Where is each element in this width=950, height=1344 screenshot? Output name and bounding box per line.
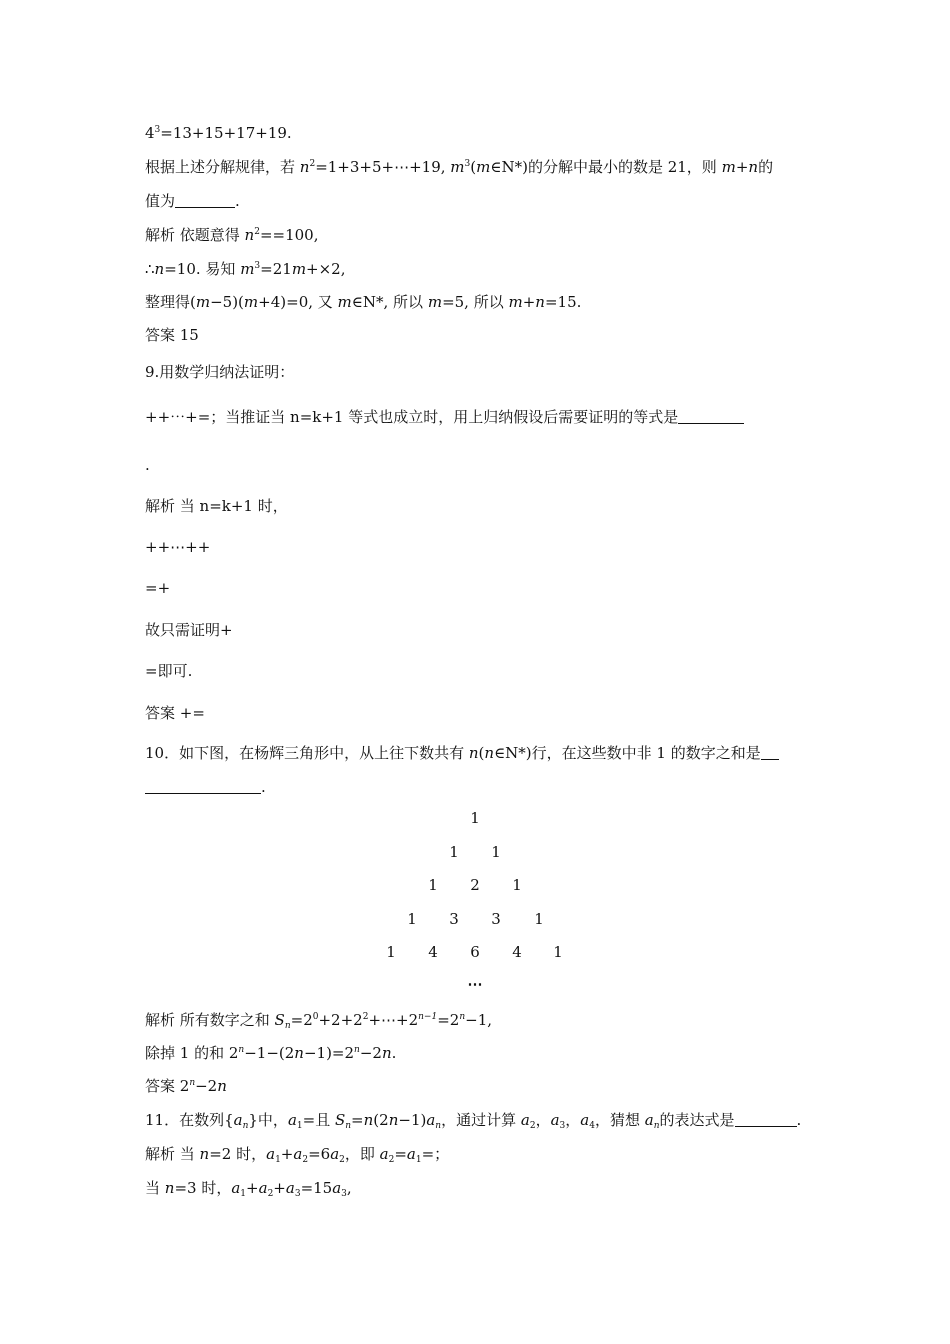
- problem-11-statement: 11．在数列$\{a_n\}$中，$a_1=$且 $S_n=n(2n-1)a_n$，通过计算 $a_2$，$a_3$，$a_4$，猜想 $a_n$的表达式是 .: [145, 1111, 802, 1131]
- triangle-number: 4: [428, 943, 438, 961]
- triangle-number: 2: [470, 876, 480, 894]
- solution-11-line-2: 当 n=3 时，$a_1+a_2+a_3=15a_3$,: [145, 1179, 352, 1199]
- problem-9-heading: 9.用数学归纳法证明：: [145, 363, 295, 381]
- solution-9-line-1: 解析 当 n=k+1 时，: [145, 497, 288, 515]
- problem-10-blank-line: .: [145, 777, 266, 797]
- problem-9-period: .: [145, 456, 150, 474]
- triangle-number: 1: [449, 843, 459, 861]
- problem-8-statement: 根据上述分解规律，若 $n^2=1+3+5+\cdots+19$, $m^3(m\in N*)$的分解中最小的数是 21，则 m+n的: [145, 158, 774, 176]
- solution-9-line-4: 故只需证明+: [145, 621, 233, 639]
- answer-blank: [145, 779, 261, 794]
- solution-10-line-2: 除掉 1 的和 $2^n-1-(2n-1)=2^n-2n$.: [145, 1044, 397, 1062]
- triangle-number: 1: [491, 843, 501, 861]
- triangle-number: 1: [553, 943, 563, 961]
- triangle-number: 1: [512, 876, 522, 894]
- solution-8-line-2: ∴n=10. 易知 $m^3=21m+\times 2$,: [145, 260, 346, 278]
- equation-line-4cubed: $4^3=13+15+17+19$.: [145, 124, 292, 142]
- solution-8-line-3: 整理得(m−5)(m+4)=0, 又 m∈N*, 所以 m=5, 所以 m+n=15.: [145, 293, 582, 311]
- triangle-number: 3: [449, 910, 459, 928]
- solution-9-line-3: =+: [145, 579, 171, 597]
- problem-10-statement: 10．如下图，在杨辉三角形中，从上往下数共有 n(n∈N*)行，在这些数中非 1 的数字之和是: [145, 743, 779, 763]
- solution-9-line-2: ++⋯++: [145, 538, 211, 556]
- solution-10-line-1: 解析 所有数字之和 $S_n=2^0+2+2^2+\cdots+2^{n-1}=2^n-1$,: [145, 1011, 493, 1031]
- answer-blank: [175, 193, 235, 208]
- problem-9-statement: ++⋯+=；当推证当 n=k+1 等式也成立时，用上归纳假设后需要证明的等式是: [145, 407, 744, 427]
- triangle-number: 1: [534, 910, 544, 928]
- solution-11-line-1: 解析 当 n=2 时，$a_1+a_2=6a_2$，即 $a_2=a_1=$；: [145, 1145, 450, 1165]
- triangle-ellipsis: ⋯: [467, 975, 483, 993]
- triangle-number: 3: [491, 910, 501, 928]
- problem-8-answer-blank-line: 值为 .: [145, 192, 240, 210]
- answer-blank: [761, 745, 779, 760]
- triangle-number: 1: [407, 910, 417, 928]
- triangle-number: 6: [470, 943, 480, 961]
- triangle-number: 1: [386, 943, 396, 961]
- answer-blank: [735, 1112, 797, 1127]
- answer-8: 答案 15: [145, 326, 199, 344]
- triangle-number: 4: [512, 943, 522, 961]
- answer-blank: [678, 409, 744, 424]
- triangle-number: 1: [470, 809, 480, 827]
- solution-9-line-5: =即可.: [145, 662, 193, 680]
- triangle-number: 1: [428, 876, 438, 894]
- answer-10: 答案 $2^n-2n$: [145, 1077, 227, 1095]
- solution-8-line-1: 解析 依题意得 $n^2==100$,: [145, 226, 319, 244]
- answer-9: 答案 +=: [145, 704, 205, 722]
